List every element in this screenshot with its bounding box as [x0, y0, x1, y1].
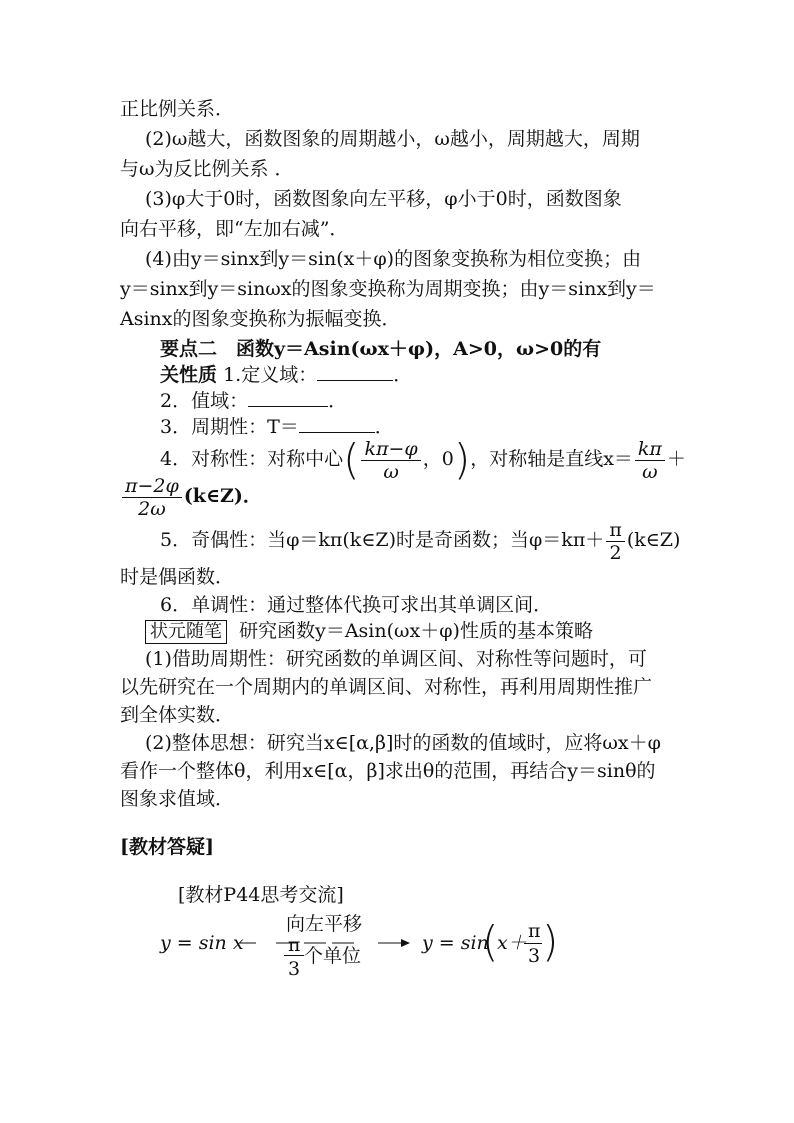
fraction-den: 2 [609, 541, 622, 564]
note-line: (2)整体思想：研究当x∈[α,β]时的函数的值域时，应将ωx＋φ [145, 732, 661, 754]
paren-left: ( [482, 917, 499, 966]
arrow-fraction-num: π [288, 934, 301, 956]
item-tail: (k∈Z)． [183, 485, 262, 507]
item-text: (k∈Z) [626, 529, 681, 551]
text-line: 正比例关系． [120, 98, 235, 120]
paren-left: ( [343, 435, 360, 484]
keypoint-title: 要点二 函数y＝Asin(ωx＋φ)，A>0，ω>0的有 [160, 338, 602, 360]
note-title: 研究函数y＝Asin(ωx＋φ)性质的基本策略 [239, 620, 593, 642]
text-line: 与ω为反比例关系 ． [120, 158, 294, 180]
formula-right: y = sin [422, 932, 489, 954]
formula-fraction-bar [524, 943, 542, 944]
item-text: ，对称轴是直线x＝ [470, 448, 633, 470]
keypoint-item-5-cont: 时是偶函数． [120, 566, 235, 588]
formula-fraction-num: π [528, 920, 541, 942]
answer-blank [248, 406, 328, 407]
text-line: (4)由y＝sinx到y＝sin(x＋φ)的图象变换称为相位变换；由 [145, 248, 642, 270]
note-line: 到全体实数． [120, 704, 235, 726]
item-text: 1.定义域： [223, 364, 318, 386]
fraction [635, 438, 665, 483]
formula-left: y = sin x [160, 932, 244, 954]
note-tag: 状元随笔 [145, 620, 227, 644]
item-text: 3．周期性：T＝ [160, 416, 299, 438]
formula-right-x: x＋ [497, 932, 527, 954]
note-line: 以先研究在一个周期内的单调区间、对称性，再利用周期性推广 [120, 676, 653, 698]
keypoint-item-2 [160, 388, 347, 414]
note-header [145, 618, 593, 644]
fraction-num: kπ [635, 438, 665, 461]
fraction-den: 2ω [138, 497, 166, 520]
item-end: ． [393, 364, 413, 386]
keypoint-item-5 [160, 514, 680, 566]
note-line: (1)借助周期性：研究函数的单调区间、对称性等问题时，可 [145, 648, 647, 670]
arrow-unit-label: 个单位 [304, 945, 362, 967]
keypoint-item-1 [160, 362, 412, 388]
item-text: 2．值域： [160, 390, 249, 412]
fraction [122, 475, 182, 520]
note-line: 看作一个整体θ，利用x∈[α，β]求出θ的范围，再结合y＝sinθ的 [120, 760, 656, 782]
item-text: 4．对称性：对称中心 [160, 448, 344, 470]
plus-sign: ＋ [666, 448, 686, 470]
arrow-top-label: 向左平移 [286, 913, 363, 935]
keypoint-item-6: 6．单调性：通过整体代换可求出其单调区间． [160, 594, 553, 616]
fraction-num: π [606, 519, 625, 542]
text-line: (3)φ大于0时，函数图象向左平移，φ小于0时，函数图象 [145, 188, 622, 210]
fraction-num: kπ−φ [361, 438, 420, 461]
text-line: Asinx的图象变换称为振幅变换． [120, 308, 401, 330]
arrow-fraction-bar [284, 955, 304, 956]
long-right-arrow-icon [240, 938, 410, 948]
note-line: 图象求值域． [120, 788, 235, 810]
keypoint-title-cont: 关性质 [160, 364, 218, 386]
fraction-den: ω [383, 460, 399, 483]
qa-reference: [教材P44思考交流] [178, 884, 344, 906]
item-end: ． [374, 416, 394, 438]
fraction-num: π−2φ [122, 475, 182, 498]
paren-right: ) [542, 917, 559, 966]
text-line: 向右平移，即“左加右减”． [120, 218, 349, 240]
text-line: (2)ω越大，函数图象的周期越小，ω越小，周期越大，周期 [145, 128, 640, 150]
formula-fraction-den: 3 [528, 945, 541, 967]
fraction [606, 519, 625, 564]
arrow-fraction-den: 3 [288, 958, 301, 980]
qa-heading: [教材答疑] [120, 836, 214, 858]
text-line: y＝sinx到y＝sinωx的图象变换称为周期变换；由y＝sinx到y＝ [120, 278, 656, 300]
paren-right: ) [453, 435, 471, 484]
transform-formula [160, 912, 620, 982]
answer-blank [317, 380, 393, 381]
fraction-den: ω [642, 460, 658, 483]
item-text: 5．奇偶性：当φ＝kπ(k∈Z)时是奇函数；当φ＝kπ＋ [160, 529, 605, 551]
fraction [361, 438, 420, 483]
item-end: ． [328, 390, 348, 412]
center-y: ，0 [422, 448, 454, 470]
